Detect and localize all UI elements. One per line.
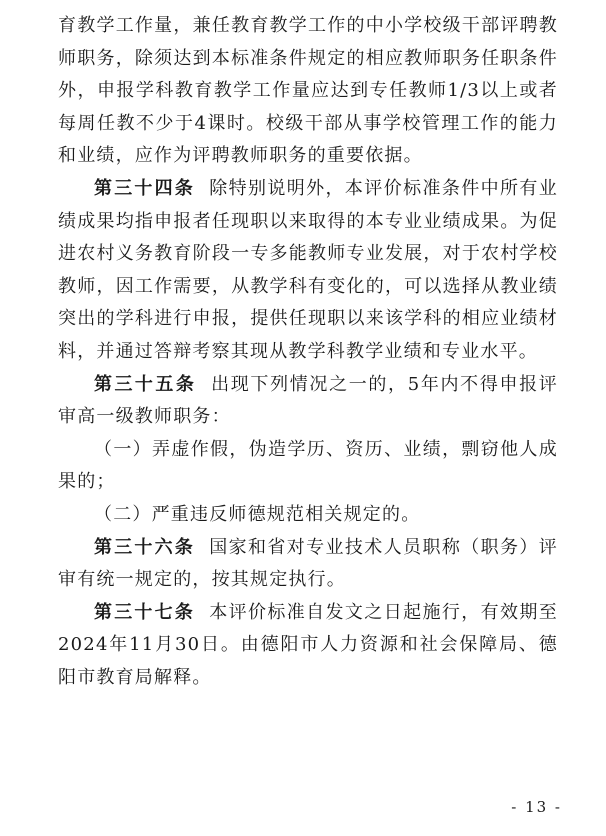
paragraph-body: 本评价标准自发文之日起施行，有效期至2024年11月30日。由德阳市人力资源和社会保障局、德阳市教育局解释。	[58, 601, 559, 688]
list-item	[58, 499, 558, 532]
paragraph	[58, 173, 558, 369]
list-item-text: （一）弄虚作假，伪造学历、资历、业绩，剽窃他人成果的；	[58, 438, 558, 493]
article-heading: 第三十四条	[94, 177, 195, 199]
body-text	[58, 10, 558, 694]
article-heading: 第三十五条	[94, 373, 197, 395]
article-heading: 第三十七条	[94, 601, 195, 623]
list-item-text: （二）严重违反师德规范相关规定的。	[94, 503, 421, 525]
paragraph	[58, 10, 558, 173]
paragraph	[58, 597, 558, 695]
paragraph	[58, 369, 558, 434]
article-heading: 第三十六条	[94, 536, 195, 558]
paragraph-body: 国家和省对专业技术人员职称（职务）评审有统一规定的，按其规定执行。	[58, 536, 559, 591]
paragraph	[58, 532, 558, 597]
paragraph-body: 出现下列情况之一的，5年内不得申报评审高一级教师职务：	[58, 373, 559, 428]
paragraph-body: 除特别说明外，本评价标准条件中所有业绩成果均指申报者任现职以来取得的本专业业绩成果。为促进农村义务教育阶段一专多能教师专业发展，对于农村学校教师，因工作需要，从教学科有变化的，可以选择从教业绩突出的学科进行申报，提供任现职以来该学科的相应业绩材料，并通过答辩考察其现从教学科教学业绩和专业水平。	[58, 177, 559, 362]
list-item	[58, 434, 558, 499]
paragraph-body: 育教学工作量，兼任教育教学工作的中小学校级干部评聘教师职务，除须达到本标准条件规定的相应教师职务任职条件外，申报学科教育教学工作量应达到专任教师1/3以上或者每周任教不少于4课时。校级干部从事学校管理工作的能力和业绩，应作为评聘教师职务的重要依据。	[58, 15, 558, 167]
page-number: - 13 -	[511, 798, 562, 816]
